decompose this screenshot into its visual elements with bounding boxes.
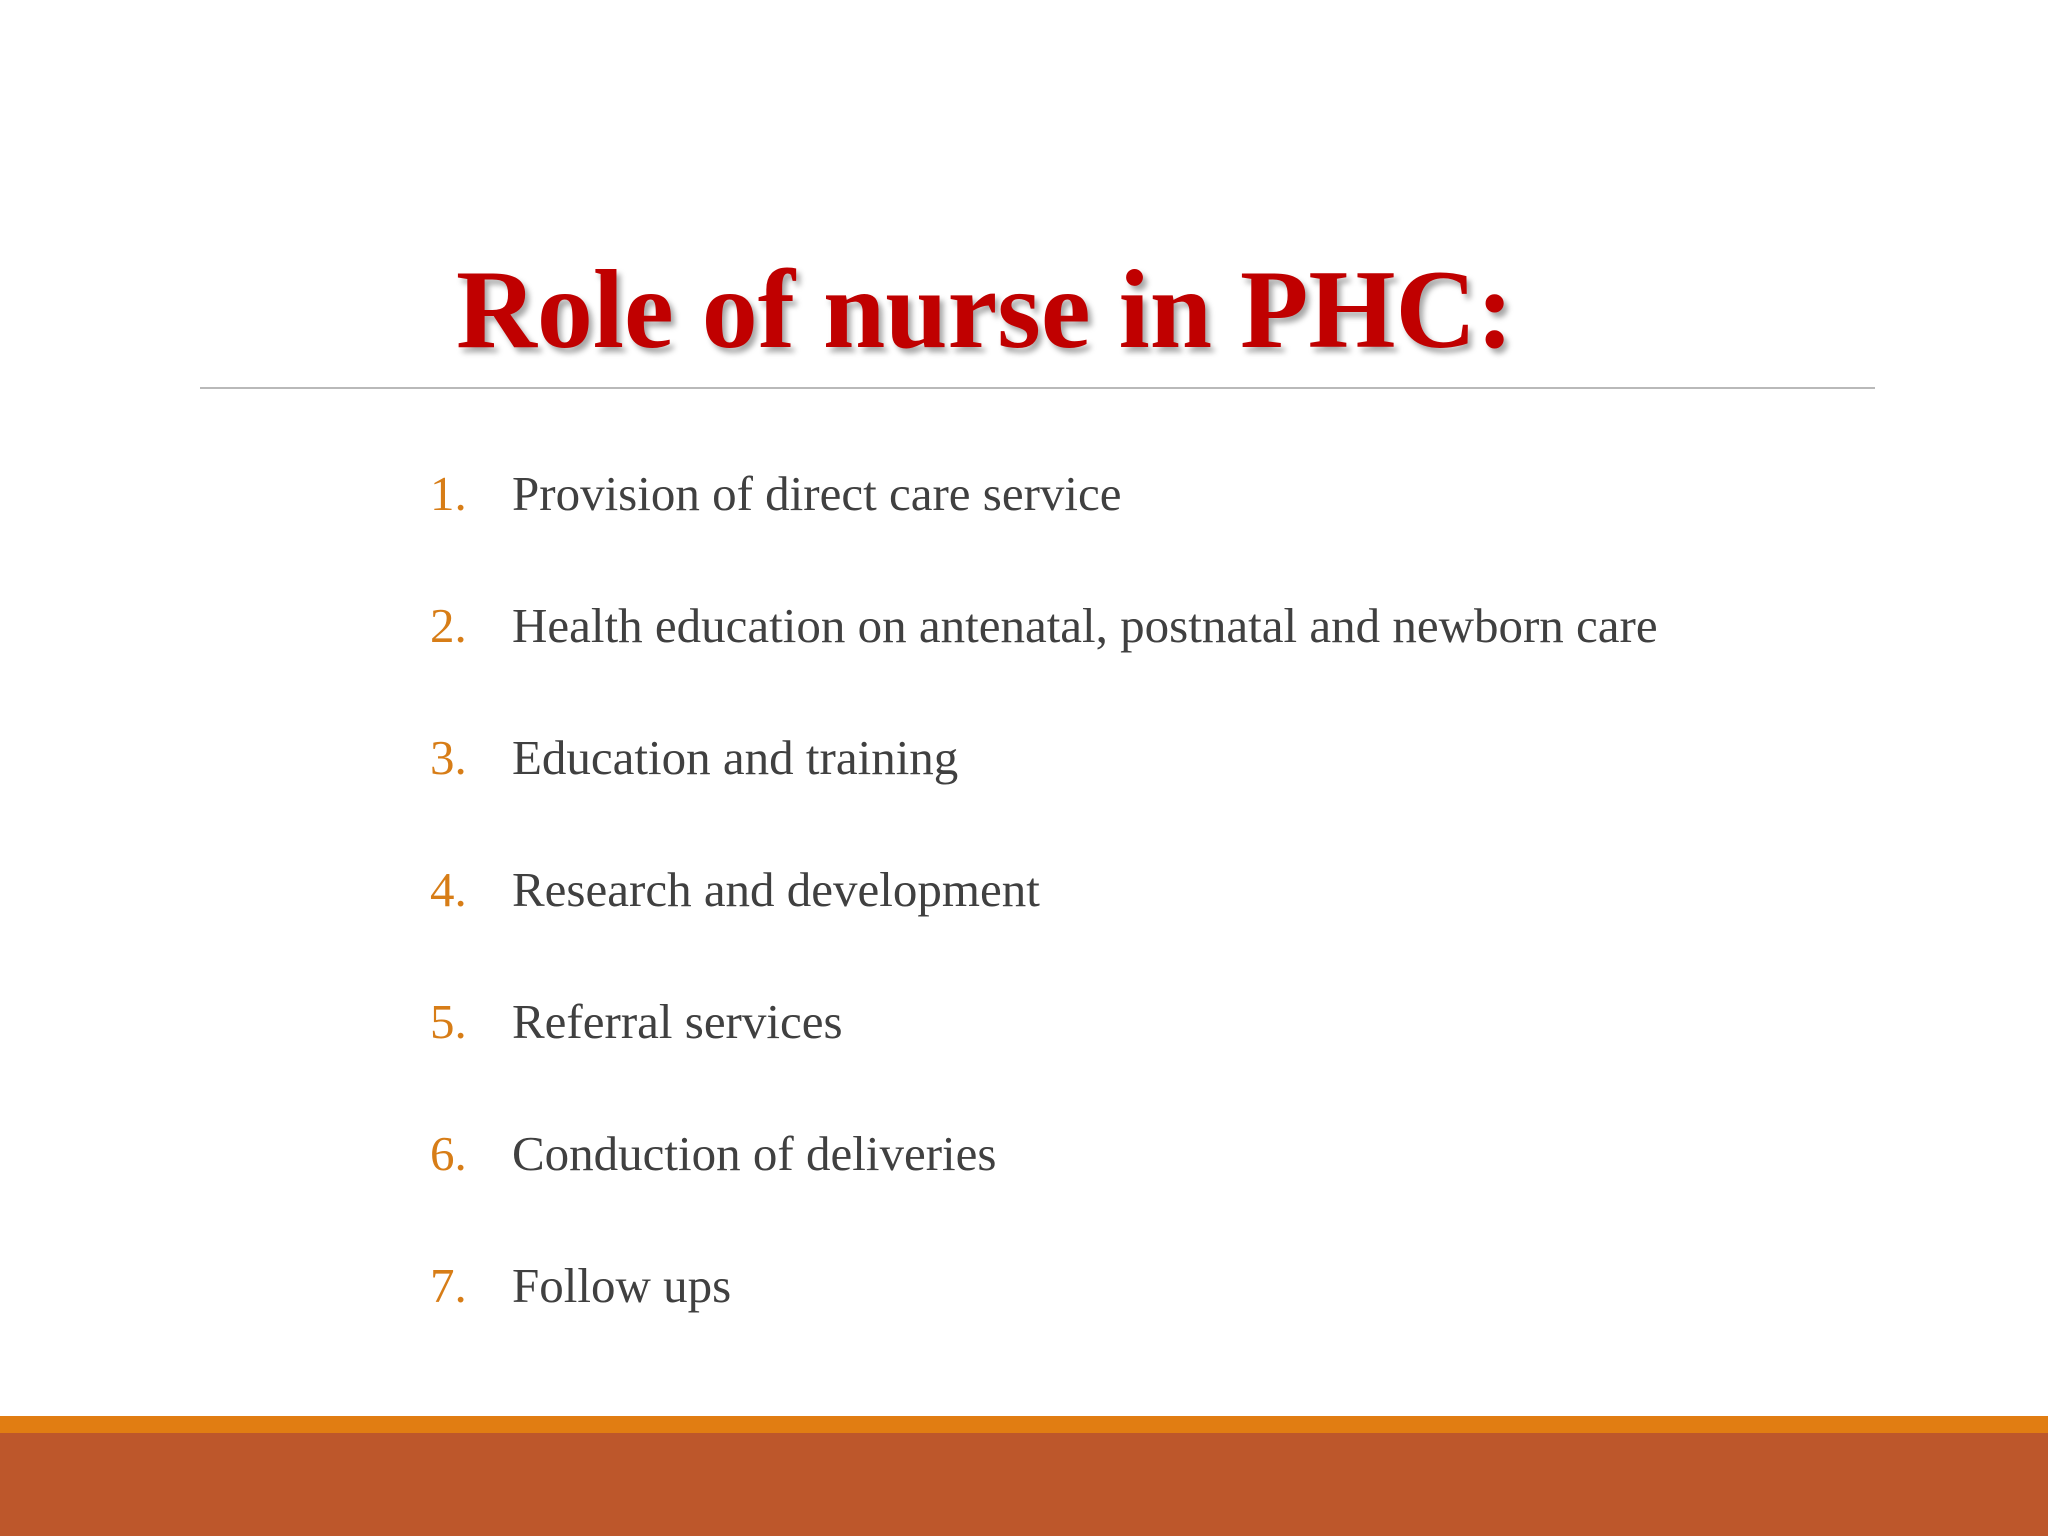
role-list-item <box>430 1220 1780 1352</box>
list-number: 5. <box>430 994 467 1049</box>
orange-footer-stripe <box>0 1416 2048 1433</box>
role-list-item <box>430 692 1780 824</box>
list-number: 4. <box>430 862 467 917</box>
role-list <box>430 428 1780 1318</box>
title-divider <box>200 387 1875 389</box>
list-item-text: Referral services <box>512 994 843 1049</box>
list-item-text: Follow ups <box>512 1258 732 1313</box>
slide-title: Role of nurse in PHC: <box>456 248 1514 372</box>
list-item-text: Conduction of deliveries <box>512 1126 997 1181</box>
list-item-text: Health education on antenatal, postnatal and newborn care <box>512 598 1658 653</box>
list-number: 1. <box>430 466 467 521</box>
list-number: 3. <box>430 730 467 785</box>
list-number: 6. <box>430 1126 467 1181</box>
list-number: 2. <box>430 598 467 653</box>
list-item-text: Research and development <box>512 862 1040 917</box>
rust-footer-band <box>0 1433 2048 1536</box>
list-item-text: Provision of direct care service <box>512 466 1122 521</box>
role-list-item <box>430 428 1780 560</box>
role-list-item <box>430 824 1780 956</box>
list-number: 7. <box>430 1258 467 1313</box>
role-list-item <box>430 956 1780 1088</box>
role-list-item <box>430 1088 1780 1220</box>
role-list-item <box>430 560 1780 692</box>
list-item-text: Education and training <box>512 730 959 785</box>
